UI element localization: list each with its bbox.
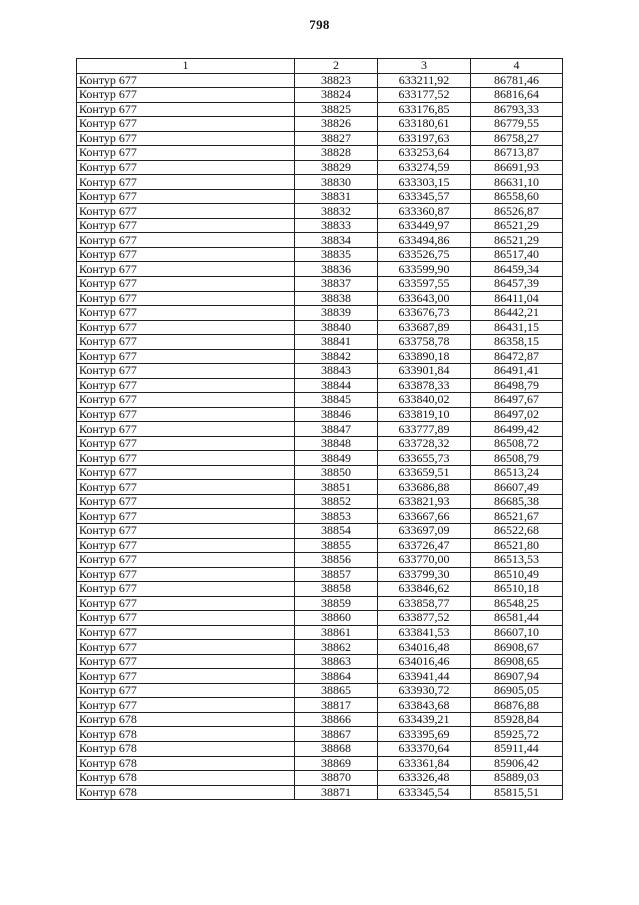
table-row	[77, 785, 563, 800]
point-number-cell: 38829	[295, 160, 378, 175]
contour-name-cell: Контур 678	[77, 712, 295, 727]
coordinate-x-cell: 633177,52	[378, 88, 471, 103]
coordinate-y-cell: 86513,53	[471, 553, 563, 568]
table-row	[77, 407, 563, 422]
point-number-cell: 38824	[295, 88, 378, 103]
coordinate-x-cell: 633211,92	[378, 73, 471, 88]
contour-name-cell: Контур 677	[77, 306, 295, 321]
coordinate-x-cell: 633274,59	[378, 160, 471, 175]
coordinate-y-cell: 86607,49	[471, 480, 563, 495]
table-row	[77, 640, 563, 655]
coordinate-y-cell: 86907,94	[471, 669, 563, 684]
table-row	[77, 189, 563, 204]
point-number-cell: 38843	[295, 364, 378, 379]
point-number-cell: 38817	[295, 698, 378, 713]
coordinate-y-cell: 86358,15	[471, 335, 563, 350]
contour-name-cell: Контур 678	[77, 727, 295, 742]
contour-name-cell: Контур 678	[77, 756, 295, 771]
table-row	[77, 204, 563, 219]
coordinate-x-cell: 633819,10	[378, 407, 471, 422]
coordinate-y-cell: 85815,51	[471, 785, 563, 800]
coordinate-y-cell: 86691,93	[471, 160, 563, 175]
contour-name-cell: Контур 677	[77, 335, 295, 350]
point-number-cell: 38835	[295, 247, 378, 262]
point-number-cell: 38844	[295, 378, 378, 393]
contour-name-cell: Контур 677	[77, 567, 295, 582]
point-number-cell: 38840	[295, 320, 378, 335]
point-number-cell: 38853	[295, 509, 378, 524]
coordinate-x-cell: 633858,77	[378, 596, 471, 611]
coordinate-y-cell: 86521,80	[471, 538, 563, 553]
point-number-cell: 38839	[295, 306, 378, 321]
point-number-cell: 38849	[295, 451, 378, 466]
coordinate-x-cell: 633326,48	[378, 771, 471, 786]
table-row	[77, 436, 563, 451]
contour-name-cell: Контур 677	[77, 494, 295, 509]
coordinate-y-cell: 86513,24	[471, 465, 563, 480]
point-number-cell: 38857	[295, 567, 378, 582]
contour-name-cell: Контур 677	[77, 102, 295, 117]
contour-name-cell: Контур 677	[77, 218, 295, 233]
coordinate-y-cell: 86457,39	[471, 276, 563, 291]
table-row	[77, 654, 563, 669]
contour-name-cell: Контур 677	[77, 422, 295, 437]
coordinate-y-cell: 86508,79	[471, 451, 563, 466]
contour-name-cell: Контур 677	[77, 276, 295, 291]
coordinate-x-cell: 633877,52	[378, 611, 471, 626]
point-number-cell: 38830	[295, 175, 378, 190]
table-header	[77, 59, 563, 74]
table-row	[77, 553, 563, 568]
contour-name-cell: Контур 677	[77, 698, 295, 713]
contour-name-cell: Контур 678	[77, 771, 295, 786]
point-number-cell: 38858	[295, 582, 378, 597]
coordinate-y-cell: 85911,44	[471, 741, 563, 756]
coordinates-table	[76, 58, 563, 800]
point-number-cell: 38823	[295, 73, 378, 88]
contour-name-cell: Контур 677	[77, 233, 295, 248]
coordinate-x-cell: 633180,61	[378, 117, 471, 132]
contour-name-cell: Контур 677	[77, 582, 295, 597]
coordinate-x-cell: 633799,30	[378, 567, 471, 582]
point-number-cell: 38865	[295, 683, 378, 698]
contour-name-cell: Контур 677	[77, 509, 295, 524]
point-number-cell: 38864	[295, 669, 378, 684]
contour-name-cell: Контур 677	[77, 189, 295, 204]
point-number-cell: 38846	[295, 407, 378, 422]
table-row	[77, 683, 563, 698]
table-row	[77, 218, 563, 233]
table-row	[77, 364, 563, 379]
table-row	[77, 451, 563, 466]
point-number-cell: 38834	[295, 233, 378, 248]
point-number-cell: 38836	[295, 262, 378, 277]
contour-name-cell: Контур 678	[77, 741, 295, 756]
contour-name-cell: Контур 677	[77, 480, 295, 495]
point-number-cell: 38870	[295, 771, 378, 786]
coordinate-y-cell: 86522,68	[471, 524, 563, 539]
coordinate-x-cell: 633345,57	[378, 189, 471, 204]
column-header-2: 2	[295, 59, 378, 74]
coordinate-x-cell: 633890,18	[378, 349, 471, 364]
coordinate-y-cell: 86472,87	[471, 349, 563, 364]
table-row	[77, 422, 563, 437]
table-row	[77, 160, 563, 175]
coordinate-x-cell: 633597,55	[378, 276, 471, 291]
coordinate-y-cell: 86411,04	[471, 291, 563, 306]
coordinate-x-cell: 633643,00	[378, 291, 471, 306]
table-row	[77, 771, 563, 786]
point-number-cell: 38856	[295, 553, 378, 568]
coordinate-y-cell: 85889,03	[471, 771, 563, 786]
table-row	[77, 524, 563, 539]
point-number-cell: 38833	[295, 218, 378, 233]
coordinate-y-cell: 86431,15	[471, 320, 563, 335]
coordinate-x-cell: 633253,64	[378, 146, 471, 161]
coordinate-y-cell: 86905,05	[471, 683, 563, 698]
table-row	[77, 276, 563, 291]
table-row	[77, 73, 563, 88]
coordinate-x-cell: 633846,62	[378, 582, 471, 597]
contour-name-cell: Контур 677	[77, 160, 295, 175]
table-row	[77, 117, 563, 132]
table-row	[77, 262, 563, 277]
coordinate-y-cell: 86781,46	[471, 73, 563, 88]
table-row	[77, 712, 563, 727]
coordinate-x-cell: 633758,78	[378, 335, 471, 350]
coordinate-y-cell: 86685,38	[471, 494, 563, 509]
header-row	[77, 59, 563, 74]
coordinate-x-cell: 633777,89	[378, 422, 471, 437]
table-row	[77, 611, 563, 626]
coordinate-y-cell: 86497,67	[471, 393, 563, 408]
contour-name-cell: Контур 677	[77, 247, 295, 262]
coordinate-y-cell: 86631,10	[471, 175, 563, 190]
table-row	[77, 465, 563, 480]
coordinate-x-cell: 633345,54	[378, 785, 471, 800]
coordinate-y-cell: 86510,18	[471, 582, 563, 597]
coordinate-x-cell: 633697,09	[378, 524, 471, 539]
point-number-cell: 38826	[295, 117, 378, 132]
contour-name-cell: Контур 677	[77, 654, 295, 669]
coordinate-y-cell: 85906,42	[471, 756, 563, 771]
point-number-cell: 38861	[295, 625, 378, 640]
table-row	[77, 306, 563, 321]
table-row	[77, 596, 563, 611]
table-row	[77, 480, 563, 495]
coordinate-x-cell: 633197,63	[378, 131, 471, 146]
table-row	[77, 698, 563, 713]
point-number-cell: 38860	[295, 611, 378, 626]
coordinate-x-cell: 633526,75	[378, 247, 471, 262]
coordinate-x-cell: 633659,51	[378, 465, 471, 480]
coordinate-x-cell: 633395,69	[378, 727, 471, 742]
contour-name-cell: Контур 677	[77, 407, 295, 422]
contour-name-cell: Контур 677	[77, 596, 295, 611]
coordinate-x-cell: 633676,73	[378, 306, 471, 321]
point-number-cell: 38842	[295, 349, 378, 364]
column-header-4: 4	[471, 59, 563, 74]
contour-name-cell: Контур 677	[77, 640, 295, 655]
point-number-cell: 38851	[295, 480, 378, 495]
coordinate-x-cell: 633687,89	[378, 320, 471, 335]
coordinate-x-cell: 633449,97	[378, 218, 471, 233]
point-number-cell: 38847	[295, 422, 378, 437]
contour-name-cell: Контур 677	[77, 88, 295, 103]
table-row	[77, 175, 563, 190]
point-number-cell: 38855	[295, 538, 378, 553]
point-number-cell: 38838	[295, 291, 378, 306]
coordinate-y-cell: 86793,33	[471, 102, 563, 117]
table-row	[77, 393, 563, 408]
table-row	[77, 727, 563, 742]
coordinate-x-cell: 633667,66	[378, 509, 471, 524]
coordinate-x-cell: 633303,15	[378, 175, 471, 190]
contour-name-cell: Контур 677	[77, 611, 295, 626]
point-number-cell: 38827	[295, 131, 378, 146]
coordinate-x-cell: 633726,47	[378, 538, 471, 553]
contour-name-cell: Контур 677	[77, 683, 295, 698]
coordinate-y-cell: 86908,67	[471, 640, 563, 655]
contour-name-cell: Контур 677	[77, 364, 295, 379]
coordinate-y-cell: 86526,87	[471, 204, 563, 219]
contour-name-cell: Контур 677	[77, 524, 295, 539]
coordinate-y-cell: 86521,29	[471, 218, 563, 233]
table-row	[77, 320, 563, 335]
coordinate-x-cell: 633655,73	[378, 451, 471, 466]
contour-name-cell: Контур 677	[77, 436, 295, 451]
contour-name-cell: Контур 677	[77, 146, 295, 161]
coordinate-y-cell: 86758,27	[471, 131, 563, 146]
coordinate-x-cell: 633878,33	[378, 378, 471, 393]
point-number-cell: 38868	[295, 741, 378, 756]
table-body	[77, 73, 563, 800]
column-header-3: 3	[378, 59, 471, 74]
point-number-cell: 38845	[295, 393, 378, 408]
coordinate-y-cell: 86508,72	[471, 436, 563, 451]
point-number-cell: 38852	[295, 494, 378, 509]
page-number: 798	[309, 17, 330, 32]
coordinate-x-cell: 633941,44	[378, 669, 471, 684]
coordinate-x-cell: 633361,84	[378, 756, 471, 771]
table-row	[77, 335, 563, 350]
contour-name-cell: Контур 677	[77, 291, 295, 306]
point-number-cell: 38841	[295, 335, 378, 350]
coordinate-x-cell: 633901,84	[378, 364, 471, 379]
table-row	[77, 291, 563, 306]
point-number-cell: 38859	[295, 596, 378, 611]
coordinate-y-cell: 86548,25	[471, 596, 563, 611]
table-row	[77, 102, 563, 117]
point-number-cell: 38825	[295, 102, 378, 117]
point-number-cell: 38850	[295, 465, 378, 480]
coordinate-y-cell: 86499,42	[471, 422, 563, 437]
table-row	[77, 567, 563, 582]
contour-name-cell: Контур 677	[77, 204, 295, 219]
contour-name-cell: Контур 677	[77, 175, 295, 190]
coordinate-x-cell: 633728,32	[378, 436, 471, 451]
coordinate-y-cell: 86491,41	[471, 364, 563, 379]
contour-name-cell: Контур 677	[77, 131, 295, 146]
coordinate-y-cell: 86581,44	[471, 611, 563, 626]
contour-name-cell: Контур 678	[77, 785, 295, 800]
table-row	[77, 509, 563, 524]
table-row	[77, 378, 563, 393]
contour-name-cell: Контур 677	[77, 465, 295, 480]
point-number-cell: 38832	[295, 204, 378, 219]
table-row	[77, 233, 563, 248]
contour-name-cell: Контур 677	[77, 393, 295, 408]
table-row	[77, 247, 563, 262]
coordinate-x-cell: 633821,93	[378, 494, 471, 509]
contour-name-cell: Контур 677	[77, 538, 295, 553]
coordinate-y-cell: 86510,49	[471, 567, 563, 582]
table-row	[77, 625, 563, 640]
coordinate-x-cell: 634016,48	[378, 640, 471, 655]
coordinate-x-cell: 633599,90	[378, 262, 471, 277]
coordinate-y-cell: 86779,55	[471, 117, 563, 132]
point-number-cell: 38869	[295, 756, 378, 771]
table-row	[77, 146, 563, 161]
coordinate-y-cell: 86498,79	[471, 378, 563, 393]
contour-name-cell: Контур 677	[77, 349, 295, 364]
point-number-cell: 38871	[295, 785, 378, 800]
coordinate-y-cell: 85928,84	[471, 712, 563, 727]
coordinate-x-cell: 634016,46	[378, 654, 471, 669]
coordinate-x-cell: 633770,00	[378, 553, 471, 568]
contour-name-cell: Контур 677	[77, 625, 295, 640]
coordinate-x-cell: 633360,87	[378, 204, 471, 219]
coordinate-x-cell: 633840,02	[378, 393, 471, 408]
coordinate-y-cell: 86442,21	[471, 306, 563, 321]
coordinate-x-cell: 633494,86	[378, 233, 471, 248]
point-number-cell: 38837	[295, 276, 378, 291]
table-row	[77, 756, 563, 771]
point-number-cell: 38828	[295, 146, 378, 161]
point-number-cell: 38863	[295, 654, 378, 669]
contour-name-cell: Контур 677	[77, 553, 295, 568]
table-row	[77, 538, 563, 553]
coordinate-y-cell: 86521,67	[471, 509, 563, 524]
coordinate-x-cell: 633439,21	[378, 712, 471, 727]
coordinate-y-cell: 86816,64	[471, 88, 563, 103]
point-number-cell: 38866	[295, 712, 378, 727]
contour-name-cell: Контур 677	[77, 451, 295, 466]
contour-name-cell: Контур 677	[77, 117, 295, 132]
table-row	[77, 582, 563, 597]
table-row	[77, 741, 563, 756]
contour-name-cell: Контур 677	[77, 669, 295, 684]
coordinate-y-cell: 86497,02	[471, 407, 563, 422]
point-number-cell: 38854	[295, 524, 378, 539]
table-row	[77, 669, 563, 684]
coordinate-x-cell: 633686,88	[378, 480, 471, 495]
point-number-cell: 38848	[295, 436, 378, 451]
point-number-cell: 38862	[295, 640, 378, 655]
coordinate-x-cell: 633176,85	[378, 102, 471, 117]
coordinate-y-cell: 86558,60	[471, 189, 563, 204]
coordinate-y-cell: 86517,40	[471, 247, 563, 262]
coordinate-y-cell: 86607,10	[471, 625, 563, 640]
coordinate-y-cell: 85925,72	[471, 727, 563, 742]
contour-name-cell: Контур 677	[77, 320, 295, 335]
table-row	[77, 349, 563, 364]
coordinate-y-cell: 86876,88	[471, 698, 563, 713]
table-row	[77, 131, 563, 146]
coordinate-y-cell: 86521,29	[471, 233, 563, 248]
point-number-cell: 38867	[295, 727, 378, 742]
coordinate-x-cell: 633843,68	[378, 698, 471, 713]
table-row	[77, 494, 563, 509]
coordinate-x-cell: 633370,64	[378, 741, 471, 756]
table-row	[77, 88, 563, 103]
point-number-cell: 38831	[295, 189, 378, 204]
contour-name-cell: Контур 677	[77, 378, 295, 393]
contour-name-cell: Контур 677	[77, 73, 295, 88]
coordinate-y-cell: 86908,65	[471, 654, 563, 669]
coordinate-x-cell: 633930,72	[378, 683, 471, 698]
coordinate-y-cell: 86459,34	[471, 262, 563, 277]
contour-name-cell: Контур 677	[77, 262, 295, 277]
coordinate-x-cell: 633841,53	[378, 625, 471, 640]
coordinate-y-cell: 86713,87	[471, 146, 563, 161]
column-header-1: 1	[77, 59, 295, 74]
